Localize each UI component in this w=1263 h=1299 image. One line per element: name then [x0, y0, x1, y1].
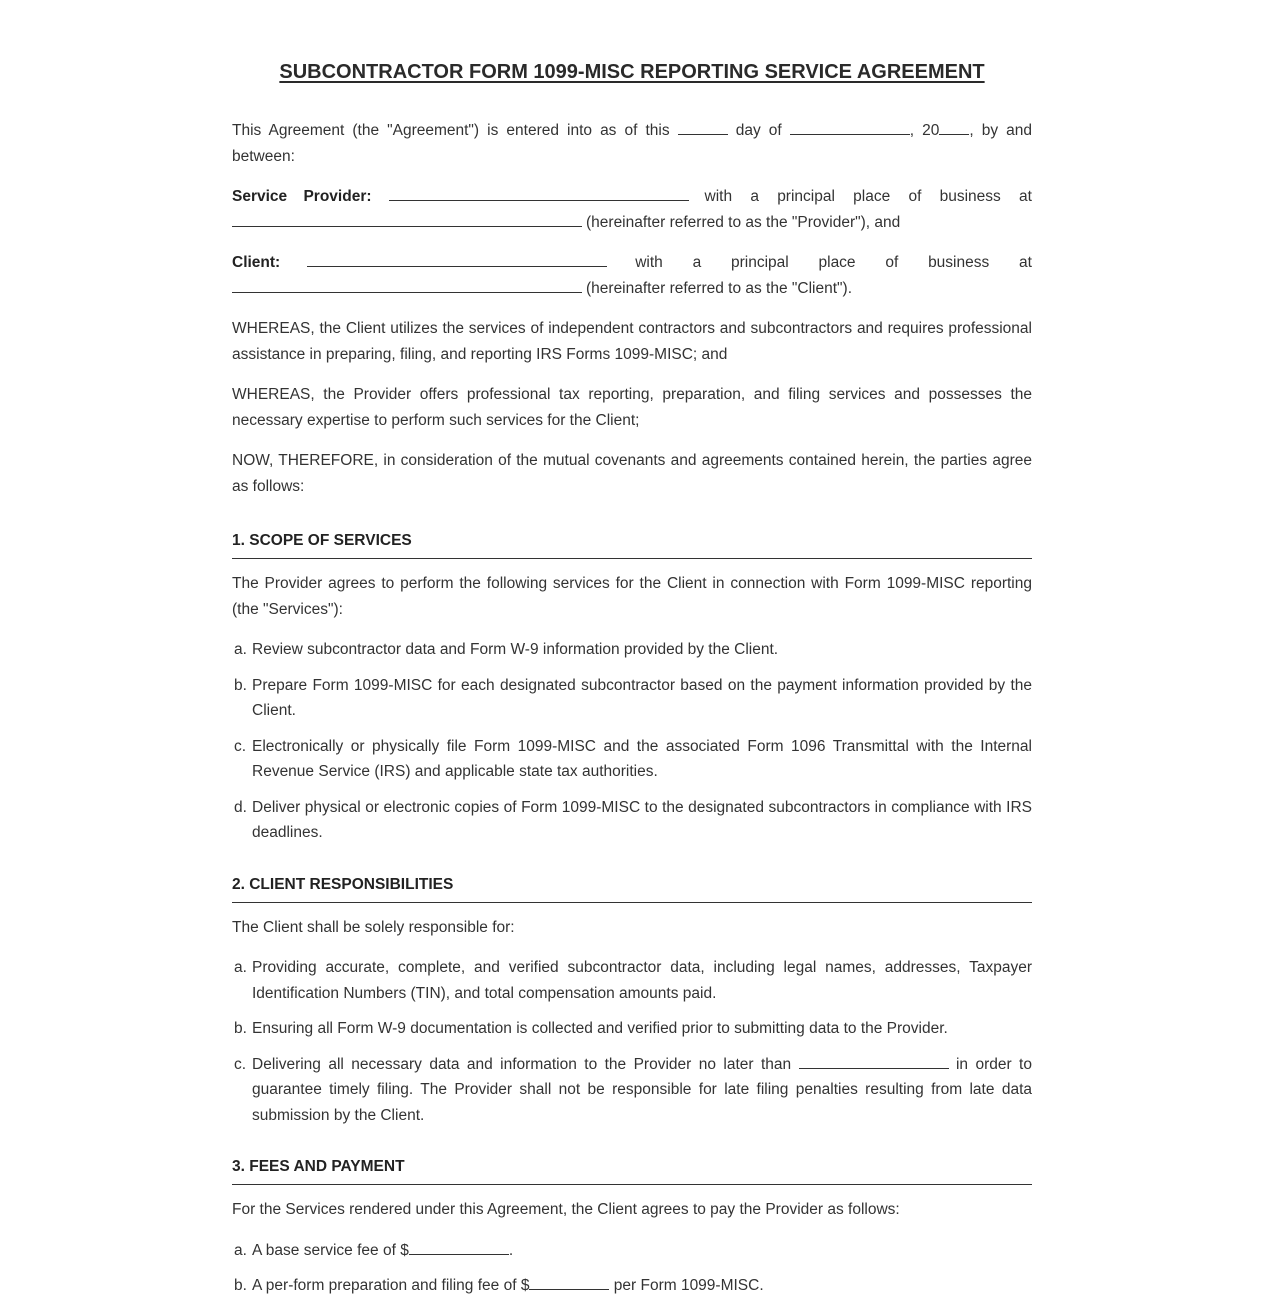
- services-list: [232, 637, 1032, 846]
- client-label: Client:: [232, 254, 281, 271]
- intro-text: , 20: [909, 122, 940, 139]
- intro-text: , by and between:: [232, 122, 1033, 165]
- phrase-word: of: [885, 254, 899, 271]
- list-marker: b.: [234, 1277, 247, 1294]
- list-marker: c.: [234, 1055, 247, 1073]
- section-heading: 2. CLIENT RESPONSIBILITIES: [232, 874, 1032, 903]
- list-item-text: in order to guarantee timely filing. The Provider shall not be responsible for late filing penalties resulting from late data submission by the Client.: [252, 1055, 1032, 1124]
- fees-list: [232, 1238, 1032, 1299]
- client-responsibilities-list: [232, 955, 1032, 1128]
- list-marker: a.: [234, 1241, 247, 1259]
- provider-address-blank[interactable]: [232, 210, 582, 227]
- client-name-blank[interactable]: [307, 250, 607, 267]
- list-item: [232, 673, 1032, 724]
- phrase-word: business: [939, 188, 1001, 205]
- section-intro: For the Services rendered under this Agreement, the Client agrees to pay the Provider as follows:: [232, 1201, 900, 1218]
- client-address-blank[interactable]: [232, 276, 582, 293]
- list-item-text: Electronically or physically file Form 1099-MISC and the associated Form 1096 Transmittal with the Internal Revenue Service (IRS) and applicable state tax authorities.: [252, 737, 1032, 780]
- provider-label: Service Provider:: [232, 188, 372, 205]
- list-item: [232, 734, 1032, 785]
- section-intro: The Provider agrees to perform the following services for the Client in connection with Form 1099-MISC reporting (the "Services"):: [232, 575, 1032, 618]
- list-marker: a.: [234, 641, 247, 658]
- provider-address-phrase: [705, 184, 1032, 210]
- phrase-word: business: [928, 254, 990, 271]
- list-item-text: Providing accurate, complete, and verified subcontractor data, including legal names, addresses, Taxpayer Identification Numbers (TIN), and total compensation amounts paid.: [252, 959, 1032, 1002]
- month-blank[interactable]: [790, 118, 910, 135]
- provider-block: [232, 184, 1032, 235]
- list-marker: c.: [234, 737, 247, 755]
- phrase-word: at: [1019, 254, 1032, 271]
- phrase-word: with: [635, 254, 663, 271]
- phrase-word: of: [908, 188, 922, 205]
- list-marker: d.: [234, 798, 247, 816]
- list-item: [232, 637, 1032, 663]
- client-address-phrase: [635, 250, 1032, 276]
- list-item-text: Ensuring all Form W-9 documentation is collected and verified prior to submitting data to the Provider.: [252, 1020, 948, 1037]
- phrase-word: principal: [730, 254, 789, 271]
- agreement-document: [232, 0, 1032, 1299]
- list-item: [232, 1238, 1032, 1264]
- base-fee-blank[interactable]: [409, 1238, 509, 1255]
- list-item-text: .: [508, 1241, 514, 1259]
- year-blank[interactable]: [939, 118, 969, 135]
- document-title: SUBCONTRACTOR FORM 1099-MISC REPORTING SERVICE AGREEMENT: [279, 61, 985, 83]
- intro-text: day of: [735, 122, 782, 139]
- list-item-text: Delivering all necessary data and information to the Provider no later than: [252, 1055, 792, 1073]
- recital-paragraph: WHEREAS, the Provider offers professional tax reporting, preparation, and filing services and possesses the necessary expertise to perform such services for the Client;: [232, 386, 1032, 429]
- recital-paragraph: NOW, THEREFORE, in consideration of the mutual covenants and agreements contained herein, the parties agree as follows:: [232, 452, 1032, 495]
- list-item: [232, 955, 1032, 1006]
- list-item-text: Review subcontractor data and Form W-9 information provided by the Client.: [252, 641, 779, 658]
- intro-text: This Agreement (the "Agreement") is entered into as of this: [232, 122, 670, 139]
- day-blank[interactable]: [678, 118, 728, 135]
- list-item-text: A base service fee of $: [252, 1241, 409, 1259]
- list-item-text: Prepare Form 1099-MISC for each designated subcontractor based on the payment information provided by the Client.: [252, 676, 1032, 719]
- list-item: [232, 1016, 1032, 1042]
- client-block: [232, 250, 1032, 301]
- phrase-word: place: [853, 188, 891, 205]
- phrase-word: with: [704, 188, 733, 205]
- provider-name-blank[interactable]: [389, 184, 689, 201]
- provider-tail-text: (hereinafter referred to as the "Provider"), and: [586, 213, 901, 231]
- intro-paragraph: [232, 118, 1032, 169]
- section-intro: The Client shall be solely responsible for:: [232, 918, 515, 936]
- section-heading: 1. SCOPE OF SERVICES: [232, 530, 1032, 559]
- list-item: [232, 795, 1032, 846]
- phrase-word: a: [692, 254, 702, 271]
- list-item-text: Deliver physical or electronic copies of Form 1099-MISC to the designated subcontractors in compliance with IRS deadlines.: [252, 798, 1032, 841]
- phrase-word: a: [750, 188, 759, 205]
- client-tail-text: (hereinafter referred to as the "Client").: [586, 279, 853, 297]
- list-marker: a.: [234, 959, 247, 976]
- phrase-word: place: [818, 254, 856, 271]
- section-heading: 3. FEES AND PAYMENT: [232, 1156, 1032, 1185]
- list-marker: b.: [234, 676, 247, 694]
- per-form-fee-blank[interactable]: [529, 1273, 609, 1290]
- list-item: [232, 1273, 1032, 1299]
- phrase-word: principal: [777, 188, 835, 205]
- recital-paragraph: WHEREAS, the Client utilizes the services of independent contractors and subcontractors and requires professional assistance in preparing, filing, and reporting IRS Forms 1099-MISC; and: [232, 320, 1032, 363]
- list-marker: b.: [234, 1020, 247, 1037]
- list-item: [232, 1052, 1032, 1129]
- phrase-word: at: [1019, 188, 1032, 205]
- list-item-text: per Form 1099-MISC.: [613, 1277, 764, 1294]
- list-item-text: A per-form preparation and filing fee of $: [252, 1277, 530, 1294]
- deadline-date-blank[interactable]: [799, 1052, 949, 1069]
